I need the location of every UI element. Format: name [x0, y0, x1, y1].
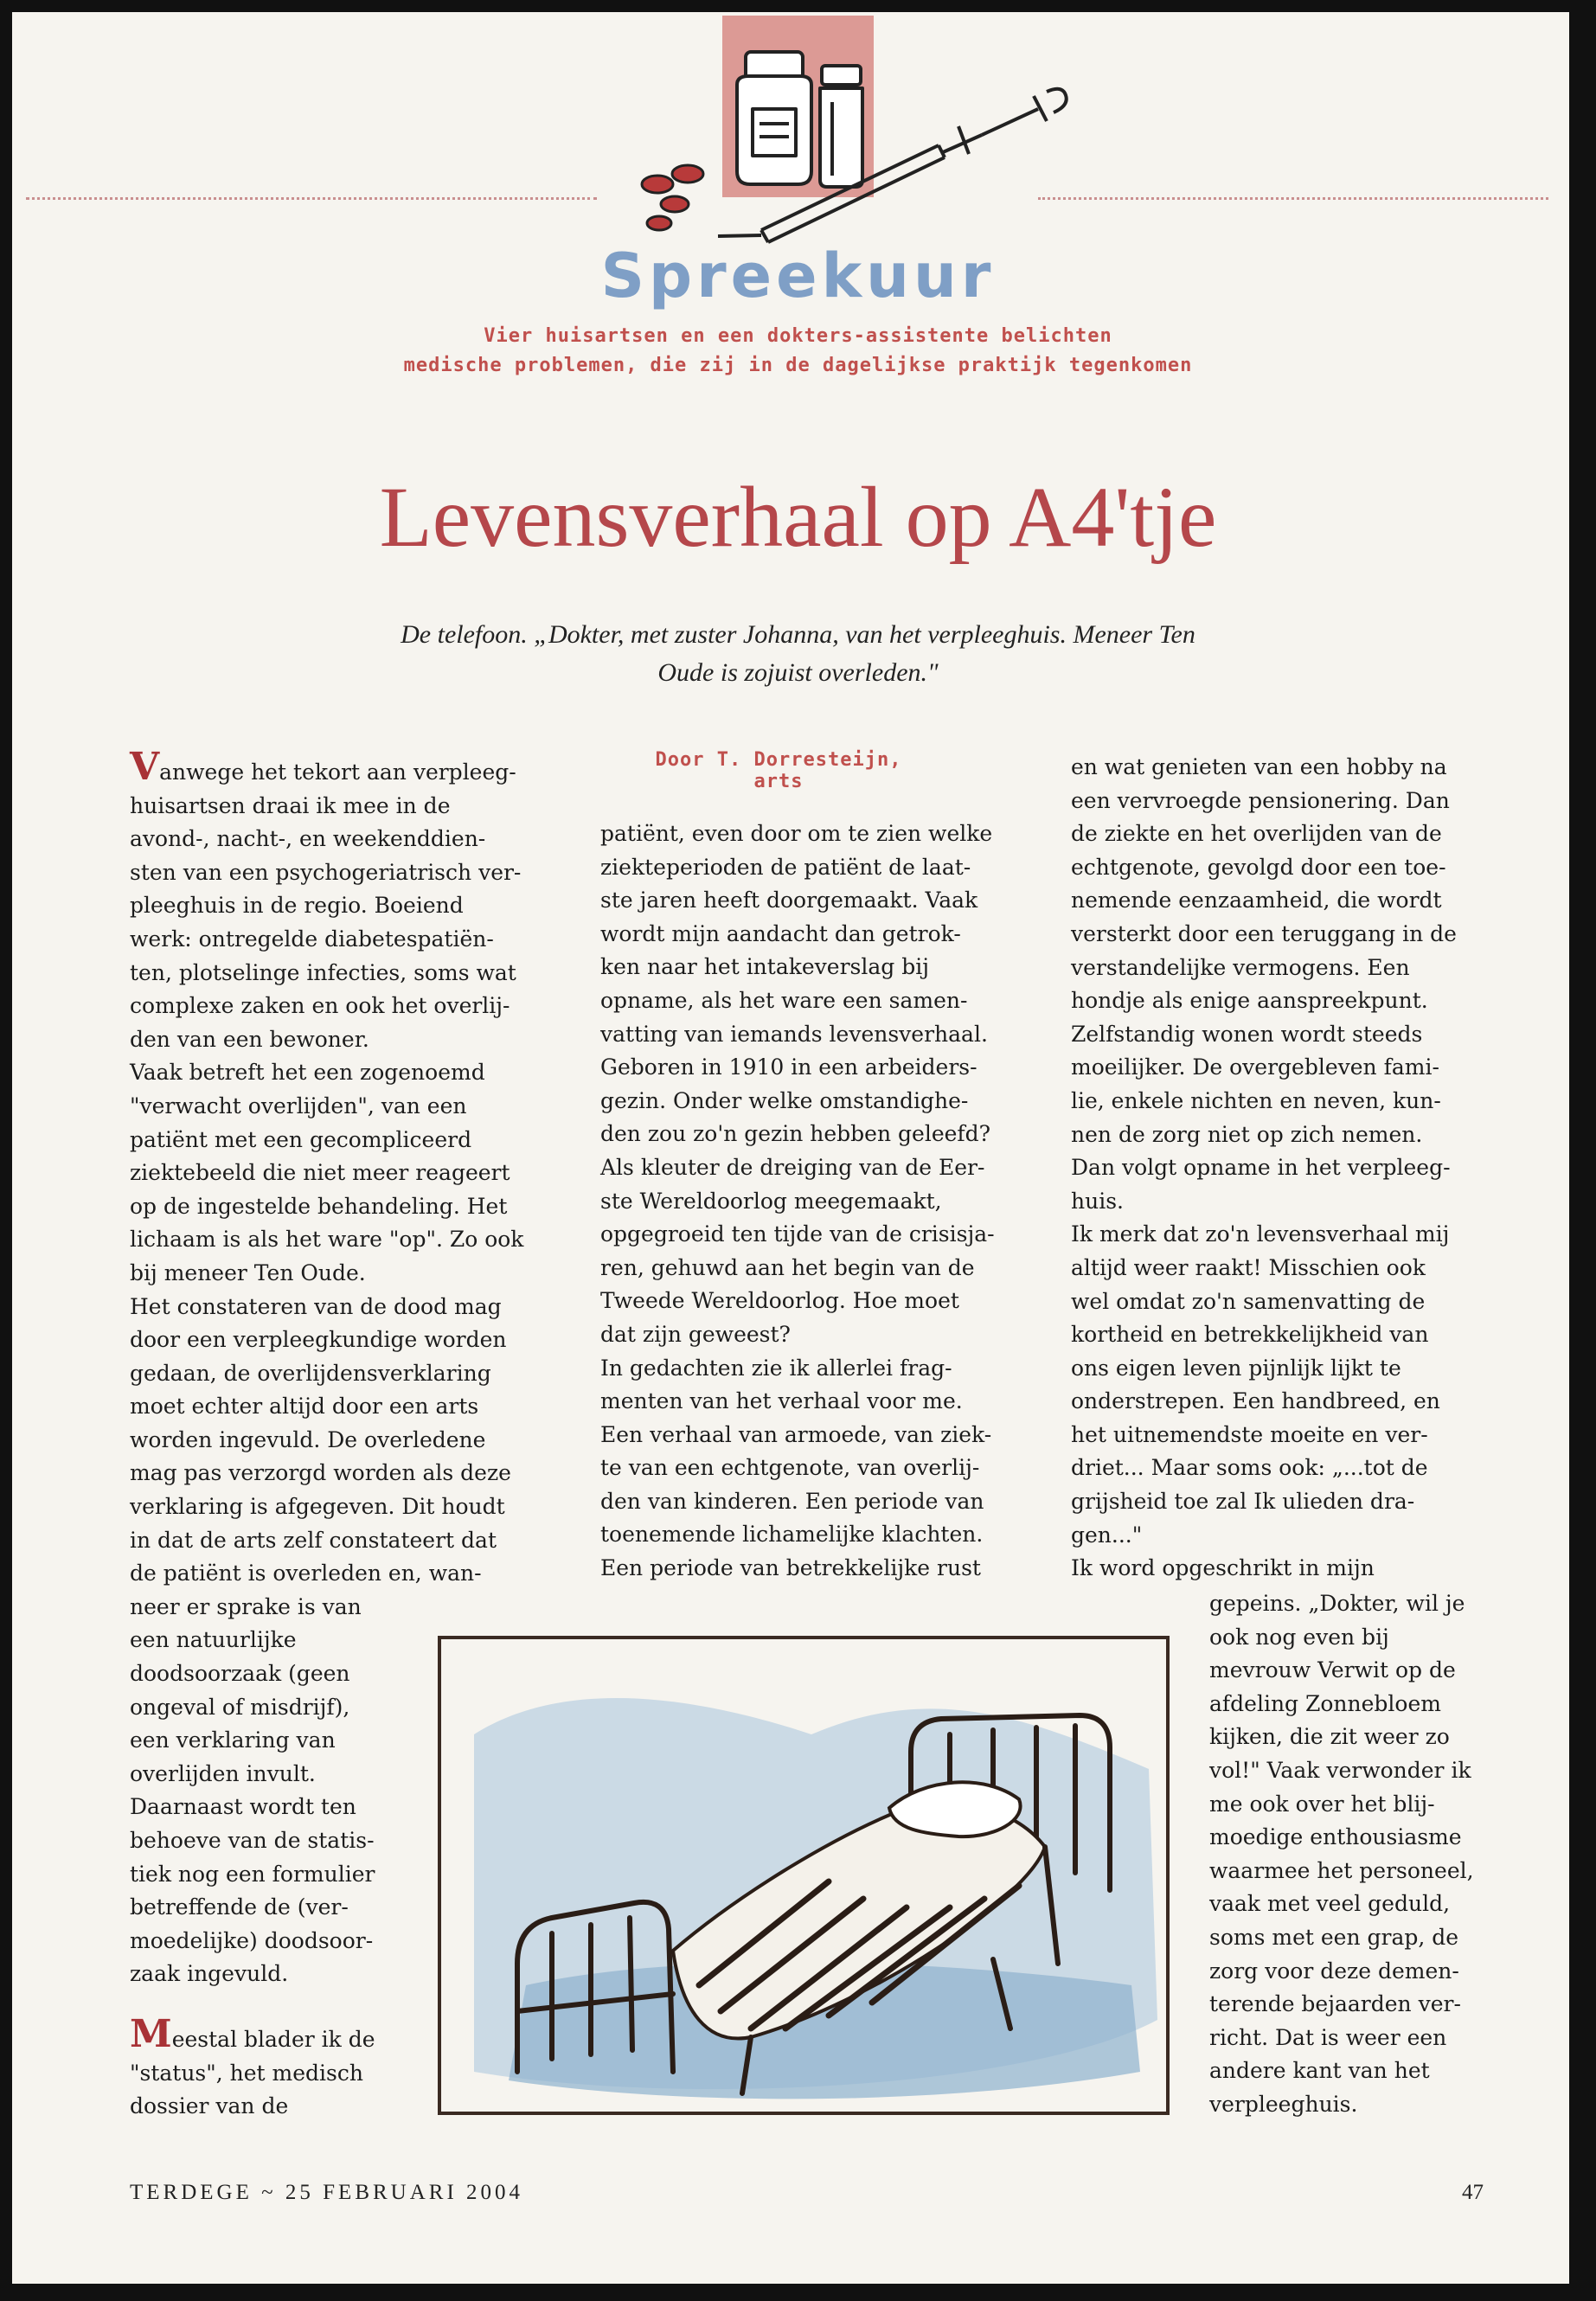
text-line-content: dossier van de — [130, 2093, 289, 2119]
medicine-illustration — [640, 16, 1090, 249]
text-line-content: patiënt met een gecompliceerd — [130, 1126, 472, 1152]
text-line — [600, 1118, 995, 1151]
text-line-content: vatting van iemands levensverhaal. — [600, 1021, 988, 1047]
text-line-content: altijd weer raakt! Misschien ook — [1071, 1254, 1426, 1280]
text-line — [130, 923, 523, 957]
text-line-content: Ik word opgeschrikt in mijn — [1071, 1555, 1375, 1581]
text-line-content: een vervroegde pensionering. Dan — [1071, 787, 1450, 813]
text-line-content: ziektebeeld die niet meer reageert — [130, 1160, 510, 1186]
text-line-content: Als kleuter de dreiging van de Eer- — [600, 1154, 985, 1180]
text-line — [130, 1124, 523, 1157]
text-line — [130, 790, 523, 824]
text-line-content: onderstrepen. Een handbreed, en — [1071, 1388, 1440, 1414]
text-line — [600, 984, 995, 1018]
text-line — [130, 1223, 523, 1257]
text-line-content: den zou zo'n gezin hebben geleefd? — [600, 1121, 991, 1147]
text-line-content: werk: ontregelde diabetespatiën- — [130, 926, 494, 952]
section-subtitle — [0, 322, 1596, 381]
text-line — [1209, 2088, 1474, 2122]
text-line — [1209, 1821, 1474, 1855]
text-line-content: het uitnemendste moeite en ver- — [1071, 1421, 1428, 1447]
text-line — [130, 2012, 375, 2057]
text-line — [1209, 1587, 1474, 1621]
text-line — [1209, 1921, 1474, 1955]
subtitle-line: medische problemen, die zij in de dagelijkse praktijk tegenkomen — [403, 355, 1193, 376]
text-line-content: sten van een psychogeriatrisch ver- — [130, 859, 522, 885]
text-line-content: moedelijke) doodsoor- — [130, 1927, 374, 1953]
text-line-content: ten, plotselinge infecties, soms wat — [130, 959, 516, 985]
text-line — [1209, 1788, 1474, 1822]
text-line-content: ongeval of misdrijf), — [130, 1694, 350, 1720]
text-line-content: de patiënt is overleden en, wan- — [130, 1561, 482, 1586]
text-line-content: verstandelijke vermogens. Een — [1071, 954, 1410, 980]
lead-line: De telefoon. „Dokter, met zuster Johanna, van het verpleeghuis. Meneer Ten — [401, 620, 1195, 649]
text-line — [1071, 1285, 1457, 1319]
text-line — [1071, 918, 1457, 952]
text-line-content: menten van het verhaal voor me. — [600, 1388, 963, 1414]
text-line — [1071, 1185, 1457, 1219]
text-line — [1209, 2022, 1474, 2055]
text-line — [600, 1419, 995, 1452]
text-line — [1071, 1419, 1457, 1452]
text-line — [1209, 1855, 1474, 1888]
text-line-content: bij meneer Ten Oude. — [130, 1259, 366, 1285]
text-line-content: huisartsen draai ik mee in de — [130, 792, 451, 818]
text-line — [1071, 851, 1457, 885]
text-line-content: nemende eenzaamheid, die wordt — [1071, 888, 1442, 913]
text-line — [600, 1485, 995, 1519]
text-line — [600, 1085, 995, 1118]
text-line — [600, 1185, 995, 1219]
text-line-content: In gedachten zie ik allerlei frag- — [600, 1355, 952, 1381]
text-line — [1071, 1151, 1457, 1185]
text-line-content: complexe zaken en ook het overlij- — [130, 993, 510, 1019]
text-line-content: hondje als enige aanspreekpunt. — [1071, 988, 1428, 1014]
text-line-content: toenemende lichamelijke klachten. — [600, 1522, 984, 1548]
text-line-content: soms met een grap, de — [1209, 1924, 1459, 1950]
text-line — [1209, 1621, 1474, 1655]
text-line — [130, 990, 523, 1023]
text-line-content: anwege het tekort aan verpleeg- — [159, 760, 516, 785]
text-line — [600, 1318, 995, 1352]
text-line — [600, 1518, 995, 1552]
text-line — [130, 2090, 375, 2124]
text-line-content: op de ingestelde behandeling. Het — [130, 1193, 508, 1219]
text-line — [600, 1352, 995, 1386]
text-line-content: den van een bewoner. — [130, 1026, 369, 1052]
text-line-content: moedige enthousiasme — [1209, 1824, 1462, 1850]
text-line-content: verklaring is afgegeven. Dit houdt — [130, 1494, 505, 1520]
text-line — [130, 856, 523, 890]
text-line-content: echtgenote, gevolgd door een toe- — [1071, 854, 1446, 880]
text-line-content: terende bejaarden ver- — [1209, 1991, 1461, 2017]
text-line — [600, 1051, 995, 1085]
text-line-content: door een verpleegkundige worden — [130, 1327, 507, 1353]
text-line-content: lie, enkele nichten en neven, kun- — [1071, 1087, 1441, 1113]
text-line-content: driet... Maar soms ook: „...tot de — [1071, 1455, 1428, 1481]
text-line-content: lichaam is als het ware "op". Zo ook — [130, 1227, 524, 1253]
text-line — [130, 1157, 523, 1190]
text-line — [130, 1324, 523, 1357]
text-line — [1209, 1721, 1474, 1754]
column-3-bottom — [1209, 1587, 1474, 2122]
text-line-content: ste jaren heeft doorgemaakt. Vaak — [600, 888, 978, 913]
text-line-content: moet echter altijd door een arts — [130, 1394, 479, 1420]
text-line — [600, 1385, 995, 1419]
text-line — [1071, 785, 1457, 818]
text-line-content: avond-, nacht-, en weekenddien- — [130, 826, 486, 852]
text-line — [130, 1591, 523, 1625]
text-line-content: de ziekte en het overlijden van de — [1071, 821, 1442, 847]
header-rule-left — [26, 197, 597, 200]
text-line — [130, 1557, 523, 1591]
text-line-content: Ik merk dat zo'n levensverhaal mij — [1071, 1221, 1450, 1247]
text-line-content: huis. — [1071, 1188, 1124, 1214]
text-line — [600, 951, 995, 984]
text-line-content: een natuurlijke — [130, 1627, 297, 1653]
text-line-content: kortheid en betrekkelijkheid van — [1071, 1322, 1429, 1348]
text-line-content: den van kinderen. Een periode van — [600, 1488, 984, 1514]
text-line-content: ons eigen leven pijnlijk lijkt te — [1071, 1355, 1401, 1381]
drop-cap: V — [130, 745, 160, 789]
text-line-content: Vaak betreft het een zogenoemd — [130, 1060, 485, 1086]
text-line-content: Een verhaal van armoede, van ziek- — [600, 1421, 992, 1447]
text-line-content: patiënt, even door om te zien welke — [600, 821, 993, 846]
text-line-content: Het constateren van de dood mag — [130, 1293, 502, 1319]
text-line-content: verpleeghuis. — [1209, 2091, 1358, 2117]
text-line — [1071, 984, 1457, 1018]
text-line — [1071, 952, 1457, 985]
text-line — [600, 1018, 995, 1052]
text-line — [1071, 1519, 1457, 1553]
text-line-content: pleeghuis in de regio. Boeiend — [130, 893, 464, 919]
drop-cap: M — [130, 2012, 172, 2056]
text-line-content: me ook over het blij- — [1209, 1791, 1435, 1817]
article-lead — [363, 616, 1233, 692]
text-line-content: ook nog even bij — [1209, 1624, 1389, 1650]
text-line — [1071, 751, 1457, 785]
column-3-top — [1071, 751, 1457, 1586]
text-line — [130, 2057, 375, 2091]
footer-page-number: 47 — [1462, 2181, 1484, 2204]
text-line — [1071, 1252, 1457, 1285]
text-line — [1209, 1688, 1474, 1721]
text-line-content: Geboren in 1910 in een arbeiders- — [600, 1054, 977, 1080]
text-line — [130, 1257, 523, 1291]
text-line — [130, 1390, 523, 1424]
text-line — [1209, 1988, 1474, 2022]
article-headline: Levensverhaal op A4'tje — [379, 469, 1217, 565]
text-line-content: ken naar het intakeverslag bij — [600, 954, 929, 980]
text-line — [1071, 884, 1457, 918]
text-line-content: Tweede Wereldoorlog. Hoe moet — [600, 1288, 959, 1314]
text-line-content: kijken, die zit weer zo — [1209, 1724, 1450, 1750]
text-line-content: mag pas verzorgd worden als deze — [130, 1460, 511, 1486]
text-line-content: neer er sprake is van — [130, 1593, 362, 1619]
text-line — [130, 1490, 523, 1524]
text-line — [1209, 1654, 1474, 1688]
text-line — [1071, 1385, 1457, 1419]
text-line — [1209, 1888, 1474, 1921]
text-line-content: moeilijker. De overgebleven fami- — [1071, 1054, 1439, 1080]
text-line-content: waarmee het personeel, — [1209, 1857, 1474, 1883]
text-line-content: overlijden invult. — [130, 1760, 316, 1786]
text-line — [600, 1285, 995, 1318]
text-line-content: ziekteperioden de patiënt de laat- — [600, 854, 971, 880]
text-line-content: dat zijn geweest? — [600, 1321, 791, 1347]
text-line-content: ste Wereldoorlog meegemaakt, — [600, 1188, 942, 1214]
text-line-content: doodsoorzaak (geen — [130, 1661, 350, 1687]
text-line-content: vol!" Vaak verwonder ik — [1209, 1757, 1471, 1783]
subtitle-line: Vier huisartsen en een dokters-assistente belichten — [484, 325, 1112, 347]
column-2 — [600, 817, 995, 1586]
text-line — [130, 1524, 523, 1558]
footer-publication: TERDEGE ~ 25 FEBRUARI 2004 — [130, 2181, 524, 2204]
text-line — [600, 1151, 995, 1185]
text-line — [1071, 1552, 1457, 1586]
text-line-content: Daarnaast wordt ten — [130, 1794, 356, 1820]
text-line-content: behoeve van de statis- — [130, 1828, 375, 1853]
text-line — [1071, 817, 1457, 851]
text-line — [600, 851, 995, 885]
text-line — [600, 1252, 995, 1285]
text-line — [600, 817, 995, 851]
text-line — [130, 1357, 523, 1391]
text-line — [1071, 1352, 1457, 1386]
section-title: Spreekuur — [600, 240, 996, 311]
text-line — [1071, 1051, 1457, 1085]
text-line — [1071, 1452, 1457, 1485]
column-1-bottom — [130, 2012, 375, 2124]
text-line-content: Zelfstandig wonen wordt steeds — [1071, 1021, 1423, 1047]
text-line-content: zaak ingevuld. — [130, 1961, 289, 1987]
text-line — [1209, 1955, 1474, 1989]
text-line — [600, 1552, 995, 1586]
text-line — [130, 1424, 523, 1458]
text-line — [600, 918, 995, 952]
text-line — [130, 1291, 523, 1324]
text-line-content: Dan volgt opname in het verpleeg- — [1071, 1155, 1451, 1181]
text-line-content: "status", het medisch — [130, 2060, 363, 2086]
text-line-content: in dat de arts zelf constateert dat — [130, 1527, 497, 1553]
text-line-content: zorg voor deze demen- — [1209, 1958, 1459, 1984]
text-line — [600, 884, 995, 918]
text-line-content: richt. Dat is weer een — [1209, 2024, 1447, 2050]
text-line-content: "verwacht overlijden", van een — [130, 1093, 467, 1118]
text-line-content: worden ingevuld. De overledene — [130, 1426, 486, 1452]
text-line-content: wel omdat zo'n samenvatting de — [1071, 1288, 1426, 1314]
text-line — [1071, 1018, 1457, 1052]
text-line — [1209, 1754, 1474, 1788]
text-line-content: opgegroeid ten tijde van de crisisja- — [600, 1221, 995, 1247]
text-line — [1209, 2054, 1474, 2088]
text-line-content: betreffende de (ver- — [130, 1894, 349, 1920]
text-line-content: ren, gehuwd aan het begin van de — [600, 1254, 975, 1280]
text-line-content: nen de zorg niet op zich nemen. — [1071, 1121, 1423, 1147]
text-line-content: gedaan, de overlijdensverklaring — [130, 1360, 491, 1386]
text-line — [130, 957, 523, 990]
text-line-content: afdeling Zonnebloem — [1209, 1690, 1441, 1716]
text-line — [130, 1056, 523, 1090]
text-line-content: gezin. Onder welke omstandighe- — [600, 1087, 969, 1113]
text-line — [130, 889, 523, 923]
article-byline: Door T. Dorresteijn, arts — [655, 749, 902, 792]
text-line — [130, 823, 523, 856]
text-line — [1071, 1218, 1457, 1252]
text-line-content: grijsheid toe zal Ik ulieden dra- — [1071, 1489, 1415, 1515]
text-line — [130, 1457, 523, 1490]
text-line-content: en wat genieten van een hobby na — [1071, 754, 1447, 779]
text-line-content: gepeins. „Dokter, wil je — [1209, 1591, 1465, 1616]
text-line — [600, 1452, 995, 1485]
text-line — [130, 1090, 523, 1124]
text-line-content: tiek nog een formulier — [130, 1861, 375, 1887]
text-line-content: gen..." — [1071, 1522, 1143, 1548]
text-line — [1071, 1485, 1457, 1519]
text-line — [130, 1190, 523, 1224]
text-line-content: vaak met veel geduld, — [1209, 1891, 1451, 1917]
header-rule-right — [1038, 197, 1548, 200]
text-line-content: andere kant van het — [1209, 2058, 1430, 2084]
text-line-content: mevrouw Verwit op de — [1209, 1657, 1456, 1683]
text-line-content: opname, als het ware een samen- — [600, 987, 968, 1013]
text-line-content: versterkt door een teruggang in de — [1071, 920, 1457, 946]
text-line-content: eestal blader ik de — [171, 2027, 375, 2052]
text-line — [130, 1023, 523, 1057]
text-line — [130, 745, 523, 790]
lead-line: Oude is zojuist overleden." — [657, 658, 939, 687]
text-line-content: wordt mijn aandacht dan getrok- — [600, 920, 961, 946]
text-line — [600, 1218, 995, 1252]
hospital-bed-illustration — [422, 1622, 1183, 2128]
text-line-content: te van een echtgenote, van overlij- — [600, 1455, 980, 1481]
text-line-content: Een periode van betrekkelijke rust — [600, 1555, 981, 1581]
text-line-content: een verklaring van — [130, 1727, 336, 1753]
text-line — [1071, 1118, 1457, 1152]
text-line — [1071, 1318, 1457, 1352]
text-line — [1071, 1085, 1457, 1118]
